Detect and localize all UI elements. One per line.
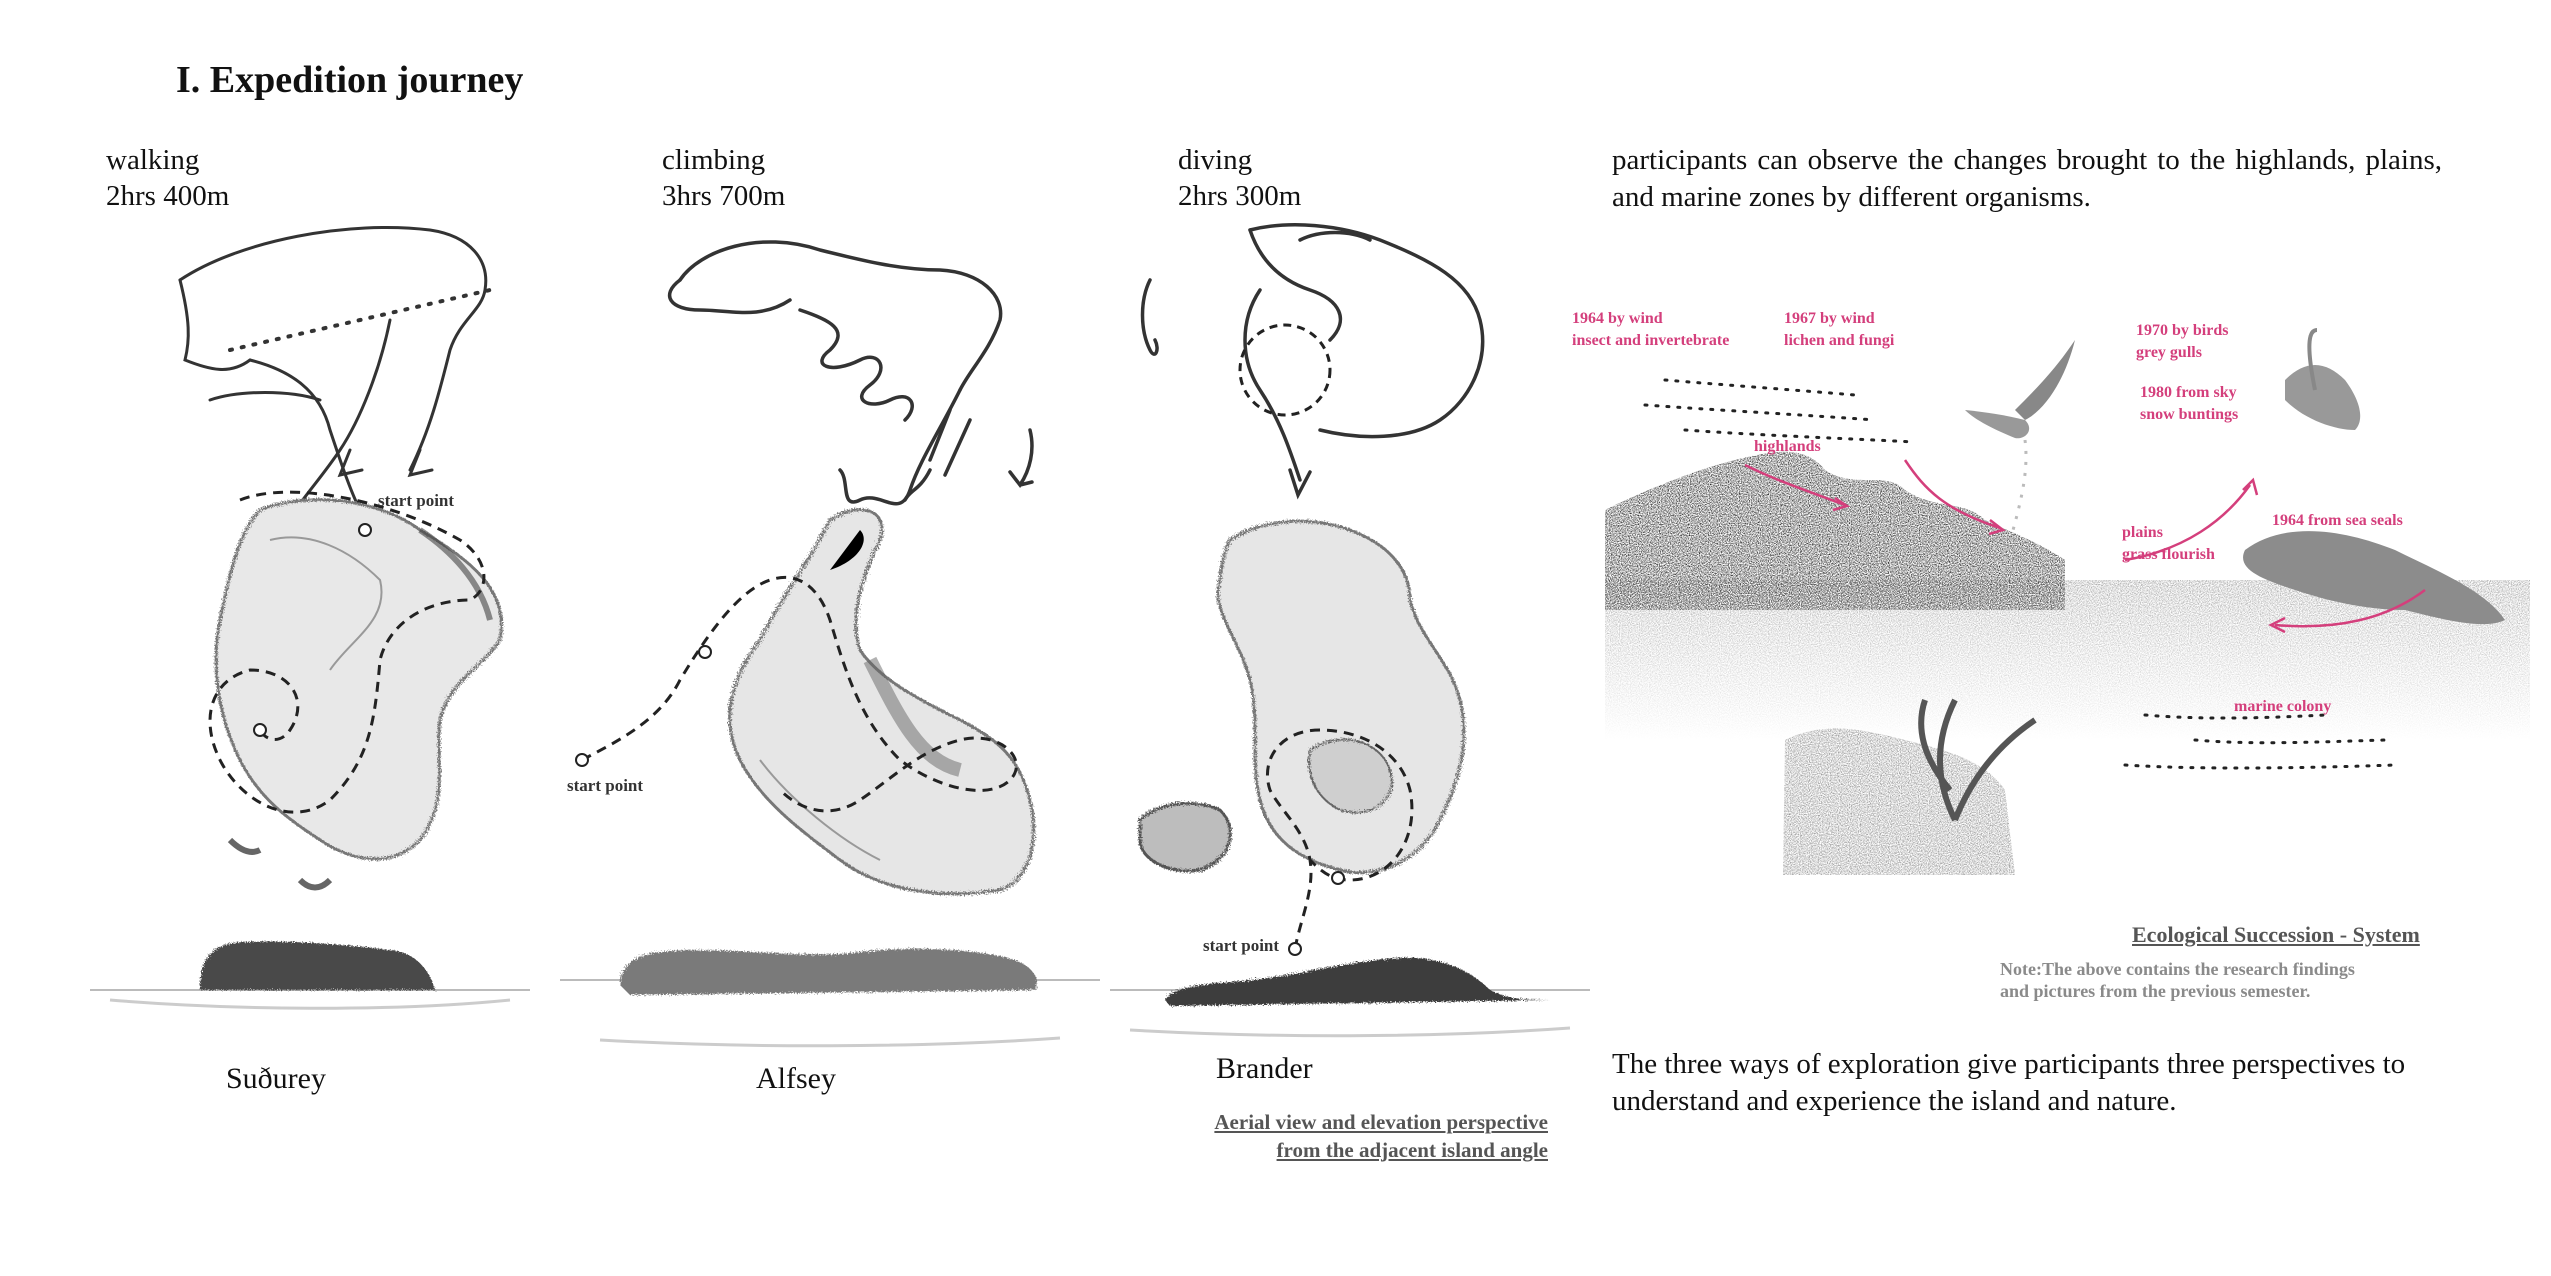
suourey-sketch	[90, 200, 530, 1080]
activity-stats: 2hrs 400m	[106, 180, 230, 212]
caption-line-2: from the adjacent island angle	[1276, 1138, 1548, 1162]
label-buntings-1980: 1980 from sky snow buntings	[2140, 384, 2239, 423]
island-elevation	[90, 942, 530, 1009]
conclusion-paragraph: The three ways of exploration give participants three perspectives to understand and experience the island and nature.	[1612, 1048, 2406, 1117]
zone-plains-label: plains grass flourish	[2122, 524, 2215, 563]
label-lichen-1967: 1967 by wind lichen and fungi	[1784, 310, 1895, 349]
activity-stats: 3hrs 700m	[662, 180, 786, 212]
start-point-label: start point	[1203, 936, 1280, 955]
island-elevation	[560, 949, 1100, 1046]
activity-name: walking	[106, 144, 200, 176]
start-point-label: start point	[378, 491, 455, 510]
alfsey-sketch	[560, 200, 1100, 1100]
perspective-sketch	[1143, 225, 1483, 495]
label-seals-1964: 1964 from sea seals	[2272, 512, 2403, 529]
label-gulls-1970: 1970 by birds grey gulls	[2136, 322, 2229, 361]
island-aerial	[576, 510, 1034, 894]
intro-paragraph: participants can observe the changes brought to the highlands, plains, and marine zones by different organisms.	[1612, 144, 2442, 213]
brander-sketch	[1110, 200, 1590, 1080]
caption-line-1: Aerial view and elevation perspective	[1214, 1110, 1548, 1134]
island-name-alfsey: Alfsey	[756, 1062, 836, 1095]
perspective-sketch	[180, 227, 486, 520]
zone-highlands-label: highlands	[1754, 438, 1821, 455]
island-elevation	[1110, 958, 1590, 1036]
island-name-suourey: Suðurey	[226, 1062, 326, 1095]
perspective-sketch	[670, 242, 1032, 504]
succession-title: Ecological Succession - System	[2132, 922, 2420, 947]
activity-name: diving	[1178, 144, 1253, 176]
island-aerial	[1140, 521, 1464, 955]
research-note: Note:The above contains the research findings and pictures from the previous semester.	[2000, 959, 2355, 1001]
bunting-figure	[2285, 330, 2360, 430]
aerial-view-caption	[1140, 1108, 1548, 1164]
island-aerial	[210, 492, 502, 887]
start-point-label: start point	[567, 776, 644, 795]
page-title: I. Expedition journey	[176, 59, 524, 101]
activity-stats: 2hrs 300m	[1178, 180, 1302, 212]
activity-name: climbing	[662, 144, 766, 176]
label-insects-1964: 1964 by wind insect and invertebrate	[1572, 310, 1730, 349]
succession-illustration	[1605, 320, 2530, 880]
island-name-brander: Brander	[1216, 1052, 1313, 1085]
zone-marine-label: marine colony	[2234, 698, 2332, 715]
